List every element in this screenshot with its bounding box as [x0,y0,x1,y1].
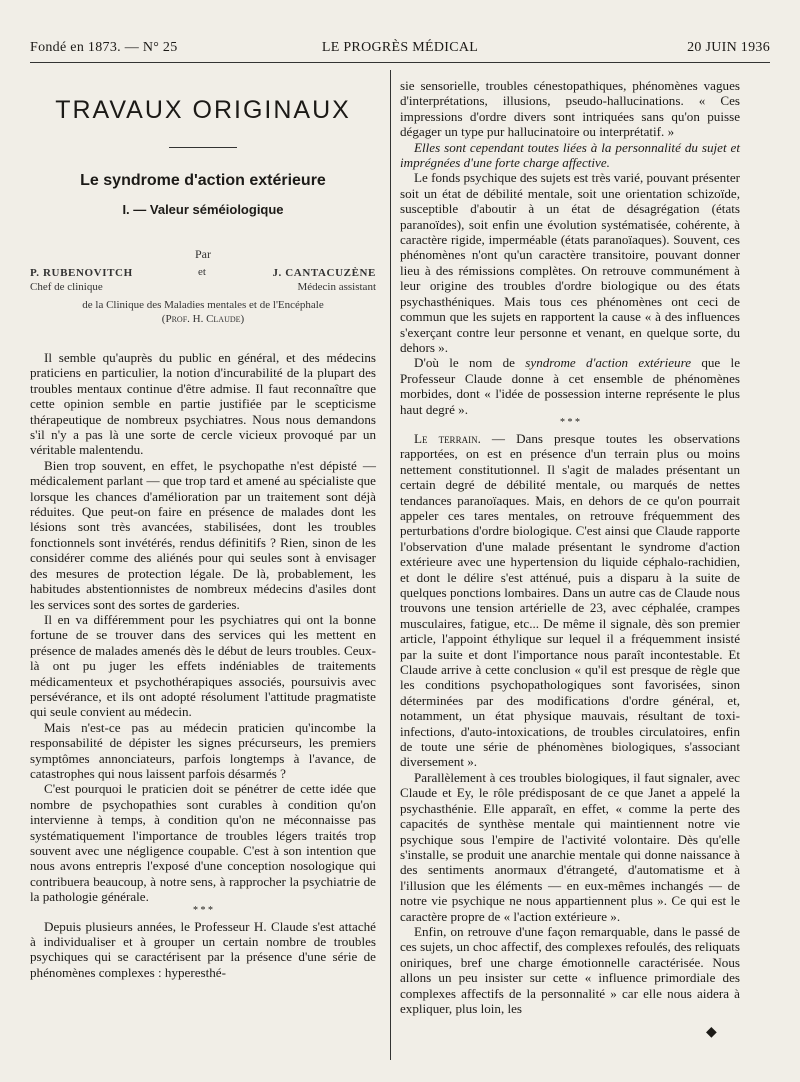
title-rule [169,147,237,148]
paragraph: Il en va différemment pour les psychiatres qui ont la bonne fortune de se trouver dans des services qui les mettent en présence de malades amenés dès le début de leurs troubles. Ceux-là ont pu juger les effets indéniables de traitements médicamenteux et psychothérapiques associés, poursuivis avec persévérance, et ils ont adopté résolument l'attitude pragmatiste qui seule convient au médecin. [30,611,376,720]
right-column [400,78,740,1016]
author-1-affil2: (Prof. H. Claude) [161,313,245,325]
authors-et: et [198,266,206,278]
author-1-role: Chef de clinique [30,281,103,293]
paragraph: Parallèlement à ces troubles biologiques, il faut signaler, avec Claude et Ey, le rôle prédisposant de ce que Janet a appelé la psychasthénie. Elle apparaît, en effet, « comme la perte des capacités de synthèse mentale qui maintiennent notre vie psychique sous l'empire de l'activité volontaire. Dès qu'elle s'installe, se produit une anarchie mentale qui donne naissance à des sentiments anormaux d'étrangeté, d'automatisme et à l'illusion que les éléments — en eux-mêmes inchangés — de notre vie psychique ne nous appartiennent plus ». Ce qui est le caractère propre de « l'action extérieure ». [400,769,740,924]
paragraph [400,355,740,417]
author-2-affil: de l'Encéphale [259,299,324,311]
article-subtitle: I. — Valeur séméiologique [122,202,284,217]
left-column [30,74,376,980]
asterism: * * * [193,904,213,916]
column-divider [390,70,391,1060]
asterism: * * * [560,416,580,428]
author-2-name: J. CANTACUZÈNE [272,267,376,279]
text-run: D'où le nom de [414,355,526,371]
authors-block [30,266,376,326]
author-2-role: Médecin assistant [297,281,376,293]
header-journal-title: LE PROGRÈS MÉDICAL [321,40,479,55]
subsection-label: Le terrain. [414,430,481,446]
paragraph: sie sensorielle, troubles cénestopathiques, phénomènes vagues d'interprétations, illusions, pseudo-hallucinations. « Ces impressions d'ordre divers sont intriquées sans qu'on puisse dégager un type pur hallucinatoire ou interprétatif. » [400,78,740,140]
paragraph: Enfin, on retrouve d'une façon remarquable, dans le passé de ces sujets, un choc affectif, des complexes refoulés, des reliquats oniriques, bref une charge émotionnelle caractérisée. Nous allons un peu insister sur cette « influence primordiale des complexes affectifs de la personnalité » car elle nous aidera à expliquer, plus loin, les [400,923,740,1016]
author-1-affil: de la Clinique des Maladies mentales et [82,299,257,311]
italic-paragraph: Elles sont cependant toutes liées à la personnalité du sujet et imprégnées d'une forte charge affective. [400,139,740,171]
header-rule [30,62,770,63]
right-body [400,78,740,1016]
left-body [30,350,376,980]
byline-par: Par [195,247,211,261]
text-run: — Dans presque toutes les observations rapportées, on est en présence d'un terrain plus ou moins nettement constitutionnel. Il s'agit de malades présentant un certain degré de débilité mentale, ou marqués de nettes tendances paranoïaques. Mais, en dehors de ce qu'on pourrait appeler ces tares mentales, on retrouve fréquemment des perturbations d'ordre biologique. C'est ainsi que Claude rapporte l'observation d'une malade présentant le syndrome d'action extérieure avec une hypertension du liquide céphalo-rachidien, et dont le délire s'est atténué, puis a disparu à la suite de quelques ponctions lombaires. Dans un autre cas de Claude nous trouvons une tension artérielle de 23, avec céphalée, crampes musculaires, fatigue, etc... De même il signale, dès son premier article, l'appoint éthylique sur lequel il a fréquemment insisté par la suite et dont l'importance nous paraît incontestable. Et Claude arrive à cette conclusion « qu'il est presque de règle que les conditions psychopathologiques sont favorisées, sinon déterminées par des modifications d'ordre général, et, notamment, un état physique mauvais, résultant de toxi-infections, d'auto-intoxications, de troubles circulatoires, enfin de toute une série de phénomènes biologiques, s'associant diversement ». [400,430,740,770]
section-title: TRAVAUX ORIGINAUX [55,96,351,124]
running-header [30,40,770,60]
paragraph: Bien trop souvent, en effet, le psychopathe n'est dépisté — médicalement parlant — que trop tard et amené au spécialiste que lorsque les chances d'amélioration par un traitement sont déjà réduites. Que peut-on faire en présence de malades dont les lésions sont très avancées, stabilisées, dont les troubles fonctionnels sont invétérés, rendus définitifs ? Rien, sinon de les considérer comme des aliénés pour qui seules sont à envisager des mesures de protection légale. De là, probablement, les habitudes abstentionnistes de nombreux médecins d'asiles dont les services sont des sortes de garderies. [30,457,376,612]
header-date: 20 JUIN 1936 [687,40,770,55]
author-1-name: P. RUBENOVITCH [30,267,133,279]
paragraph [400,431,740,770]
paragraph: Il semble qu'auprès du public en général, et des médecins praticiens en particulier, la notion d'incurabilité de la plupart des troubles mentaux continue d'être admise. Il faut reconnaître que cette opinion semble en partie justifiée par le scepticisme thérapeutique de nombreux psychiatres. Nous nous demandons s'il n'y a pas là une sorte de cercle vicieux provoqué par un véritable malentendu. [30,350,376,458]
paragraph: C'est pourquoi le praticien doit se pénétrer de cette idée que nombre de psychopathies sont curables à condition qu'on intervienne à temps, à condition qu'on ne méconnaisse pas systématiquement l'importance de troubles légers traités trop souvent avec une négligence coupable. C'est à son intention que nous avons entrepris l'exposé d'une conception nosologique qui contribuera beaucoup, à notre sens, à rapprocher la psychiatrie de la pathologie générale. [30,781,376,905]
author-2 [216,266,376,294]
paragraph: Mais n'est-ce pas au médecin praticien qu'incombe la responsabilité de dépister les signes précurseurs, les premiers symptômes annonciateurs, parfois longtemps à l'avance, de catastrophes qui nous laissent parfois désarmés ? [30,719,376,781]
article-title: Le syndrome d'action extérieure [80,172,326,189]
continuation-mark: ◆ [706,1025,717,1040]
paragraph: Le fonds psychique des sujets est très varié, pouvant présenter soit un état de débilité mentale, soit une orientation schizoïde, susceptible d'aboutir à un état de désagrégation (états paranoïdes), soit enfin une évolution systématisée, cohérente, à caractère rigide, imperméable (états paranoïaques). Souvent, ces phénomènes n'ont qu'un caractère transitoire, pouvant donner lieu à des rémissions complètes. On retrouve communément à leur origine des troubles d'ordre biologique ou des états psychasthéniques. Mais tous ces phénomènes ont ceci de commun que les sujets en rapportent la cause « à des influences s'exerçant contre leur personne et venant, en quelque sorte, du dehors ». [400,170,740,355]
paragraph: Depuis plusieurs années, le Professeur H. Claude s'est attaché à individualiser et à grouper un certain nombre de troubles psychiques qui se caractérisent par la présence d'une série de phénomènes complexes : hyperesthé- [30,918,376,980]
syndrome-term: syndrome d'action extérieure [525,355,692,371]
text-run: que le Professeur Claude donne à cet ensemble de phénomènes morbides, dont « l'idée de possession interne représente le plus haut degré ». [400,355,741,417]
header-founded: Fondé en 1873. — N° 25 [30,40,178,55]
